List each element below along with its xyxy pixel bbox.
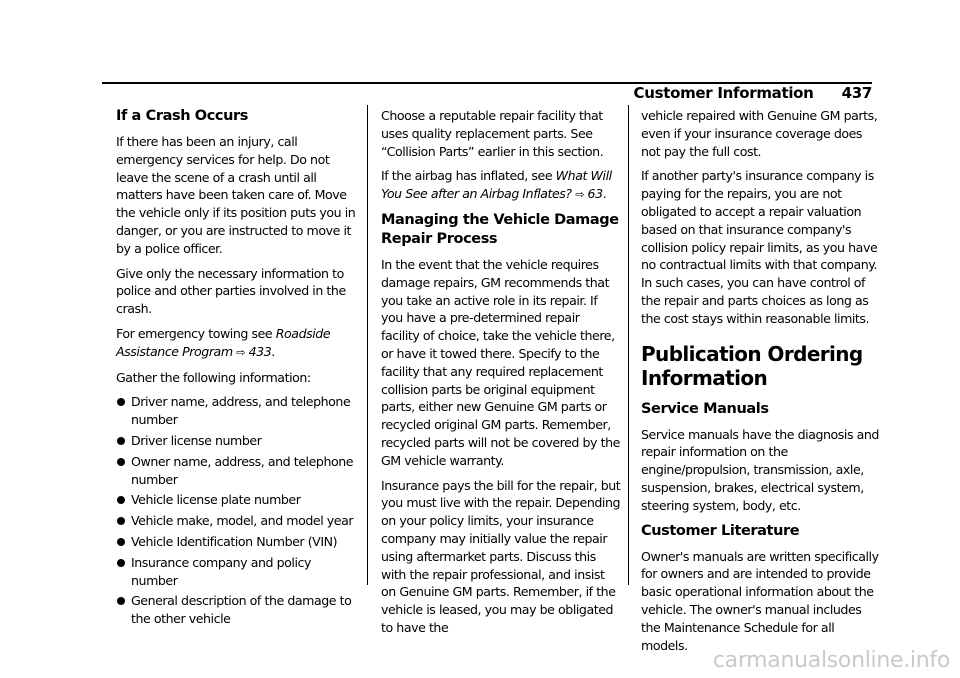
paragraph: In the event that the vehicle requires damage repairs, GM recommends that you take an active role in its repair. If you have a pre-determined repair facility of choice, take the vehicle there, or have it towed there. Specify to the facility that any required replacement collision parts be original equipment parts, either new Genuine GM parts or recycled original GM parts. Remember, recycled parts will not be covered by the GM vehicle warranty. [381,256,620,468]
service-manuals-heading: Service Manuals [641,400,769,417]
roadside-assistance-link[interactable]: Roadside Assistance Program [116,325,331,359]
text: . [602,186,607,202]
bullet-icon [117,398,125,406]
list-item-text: Vehicle make, model, and model year [131,513,354,529]
list-item-text: Driver name, address, and telephone number [131,394,351,428]
paragraph: Service manuals have the diagnosis and repair information on the engine/propulsion, transmission, axle, suspension, brakes, electrical system, steering system, body, etc. [641,426,879,513]
airbag-inflates-link[interactable]: What Will You See after an Airbag Inflates? [381,168,612,202]
list-item-text: Driver license number [131,432,262,448]
list-item-text: General description of the damage to the other vehicle [131,593,352,627]
repair-process-heading: Managing the Vehicle Damage Repair Process [381,211,619,247]
header-divider [102,82,872,84]
text: . [271,343,275,359]
bullet-icon [117,538,125,546]
page-ref-arrow-icon: ⇨ [575,188,584,202]
list-item [116,393,356,429]
list-item [116,491,356,509]
bullet-icon [117,517,125,525]
list-item [116,592,356,628]
page-number: 437 [841,84,872,102]
section-title: Customer Information [633,84,814,102]
publication-heading: Publication Ordering Information [641,341,863,390]
paragraph: vehicle repaired with Genuine GM parts, even if your insurance coverage does not pay the full cost. [641,108,878,159]
paragraph: Give only the necessary information to police and other parties involved in the crash. [116,265,346,317]
towing-paragraph [116,325,356,362]
paragraph: Choose a reputable repair facility that uses quality replacement parts. See “Collision Parts” earlier in this section. [381,108,604,159]
airbag-paragraph [381,167,621,204]
list-item [116,512,356,530]
watermark: carmanualsonline.info [712,648,950,673]
paragraph: Gather the following information: [116,369,311,385]
list-item [116,453,356,489]
text: For emergency towing see [116,325,276,341]
paragraph: Insurance pays the bill for the repair, but you must live with the repair. Depending on your policy limits, your insurance company may initially value the repair using aftermarket parts. Discuss this with the repair professional, and insist on Genuine GM parts. Remember, if the vehicle is leased, you may be obligated to have the [381,477,621,635]
page-ref[interactable]: 63 [587,186,603,202]
customer-literature-heading: Customer Literature [641,522,800,539]
bullet-icon [117,458,125,466]
list-item [116,432,356,450]
list-item-text: Vehicle license plate number [131,492,301,508]
list-item-text: Vehicle Identification Number (VIN) [131,533,338,549]
list-item [116,533,356,551]
column-2 [381,107,621,644]
text: If the airbag has inflated, see [381,168,556,184]
paragraph: If there has been an injury, call emergency services for help. Do not leave the scene of a crash until all matters have been taken care of. Move the vehicle only if its position puts you in danger, or you are instructed to move it by a police officer. [116,134,356,256]
column-1 [116,107,356,635]
column-divider-1 [367,105,368,585]
bullet-icon [117,559,125,567]
page-header [634,84,872,102]
page-ref-arrow-icon: ⇨ [236,345,245,359]
column-3 [641,107,881,661]
list-item-text: Owner name, address, and telephone number [131,453,354,487]
paragraph: Owner's manuals are written specifically for owners and are intended to provide basic operational information about the vehicle. The owner's manual includes the Maintenance Schedule for all models. [641,548,879,653]
list-item-text: Insurance company and policy number [131,554,312,588]
bullet-icon [117,437,125,445]
info-list [116,393,356,628]
bullet-icon [117,496,125,504]
column-divider-2 [628,105,629,585]
crash-heading: If a Crash Occurs [116,108,248,124]
paragraph: If another party's insurance company is paying for the repairs, you are not obligated to accept a repair valuation based on that insurance company's collision policy repair limits, as you have no contractual limits with that company. In such cases, you can have control of the repair and parts choices as long as the cost stays within reasonable limits. [641,168,878,326]
bullet-icon [117,597,125,605]
list-item [116,554,356,590]
page-ref[interactable]: 433 [248,343,272,359]
